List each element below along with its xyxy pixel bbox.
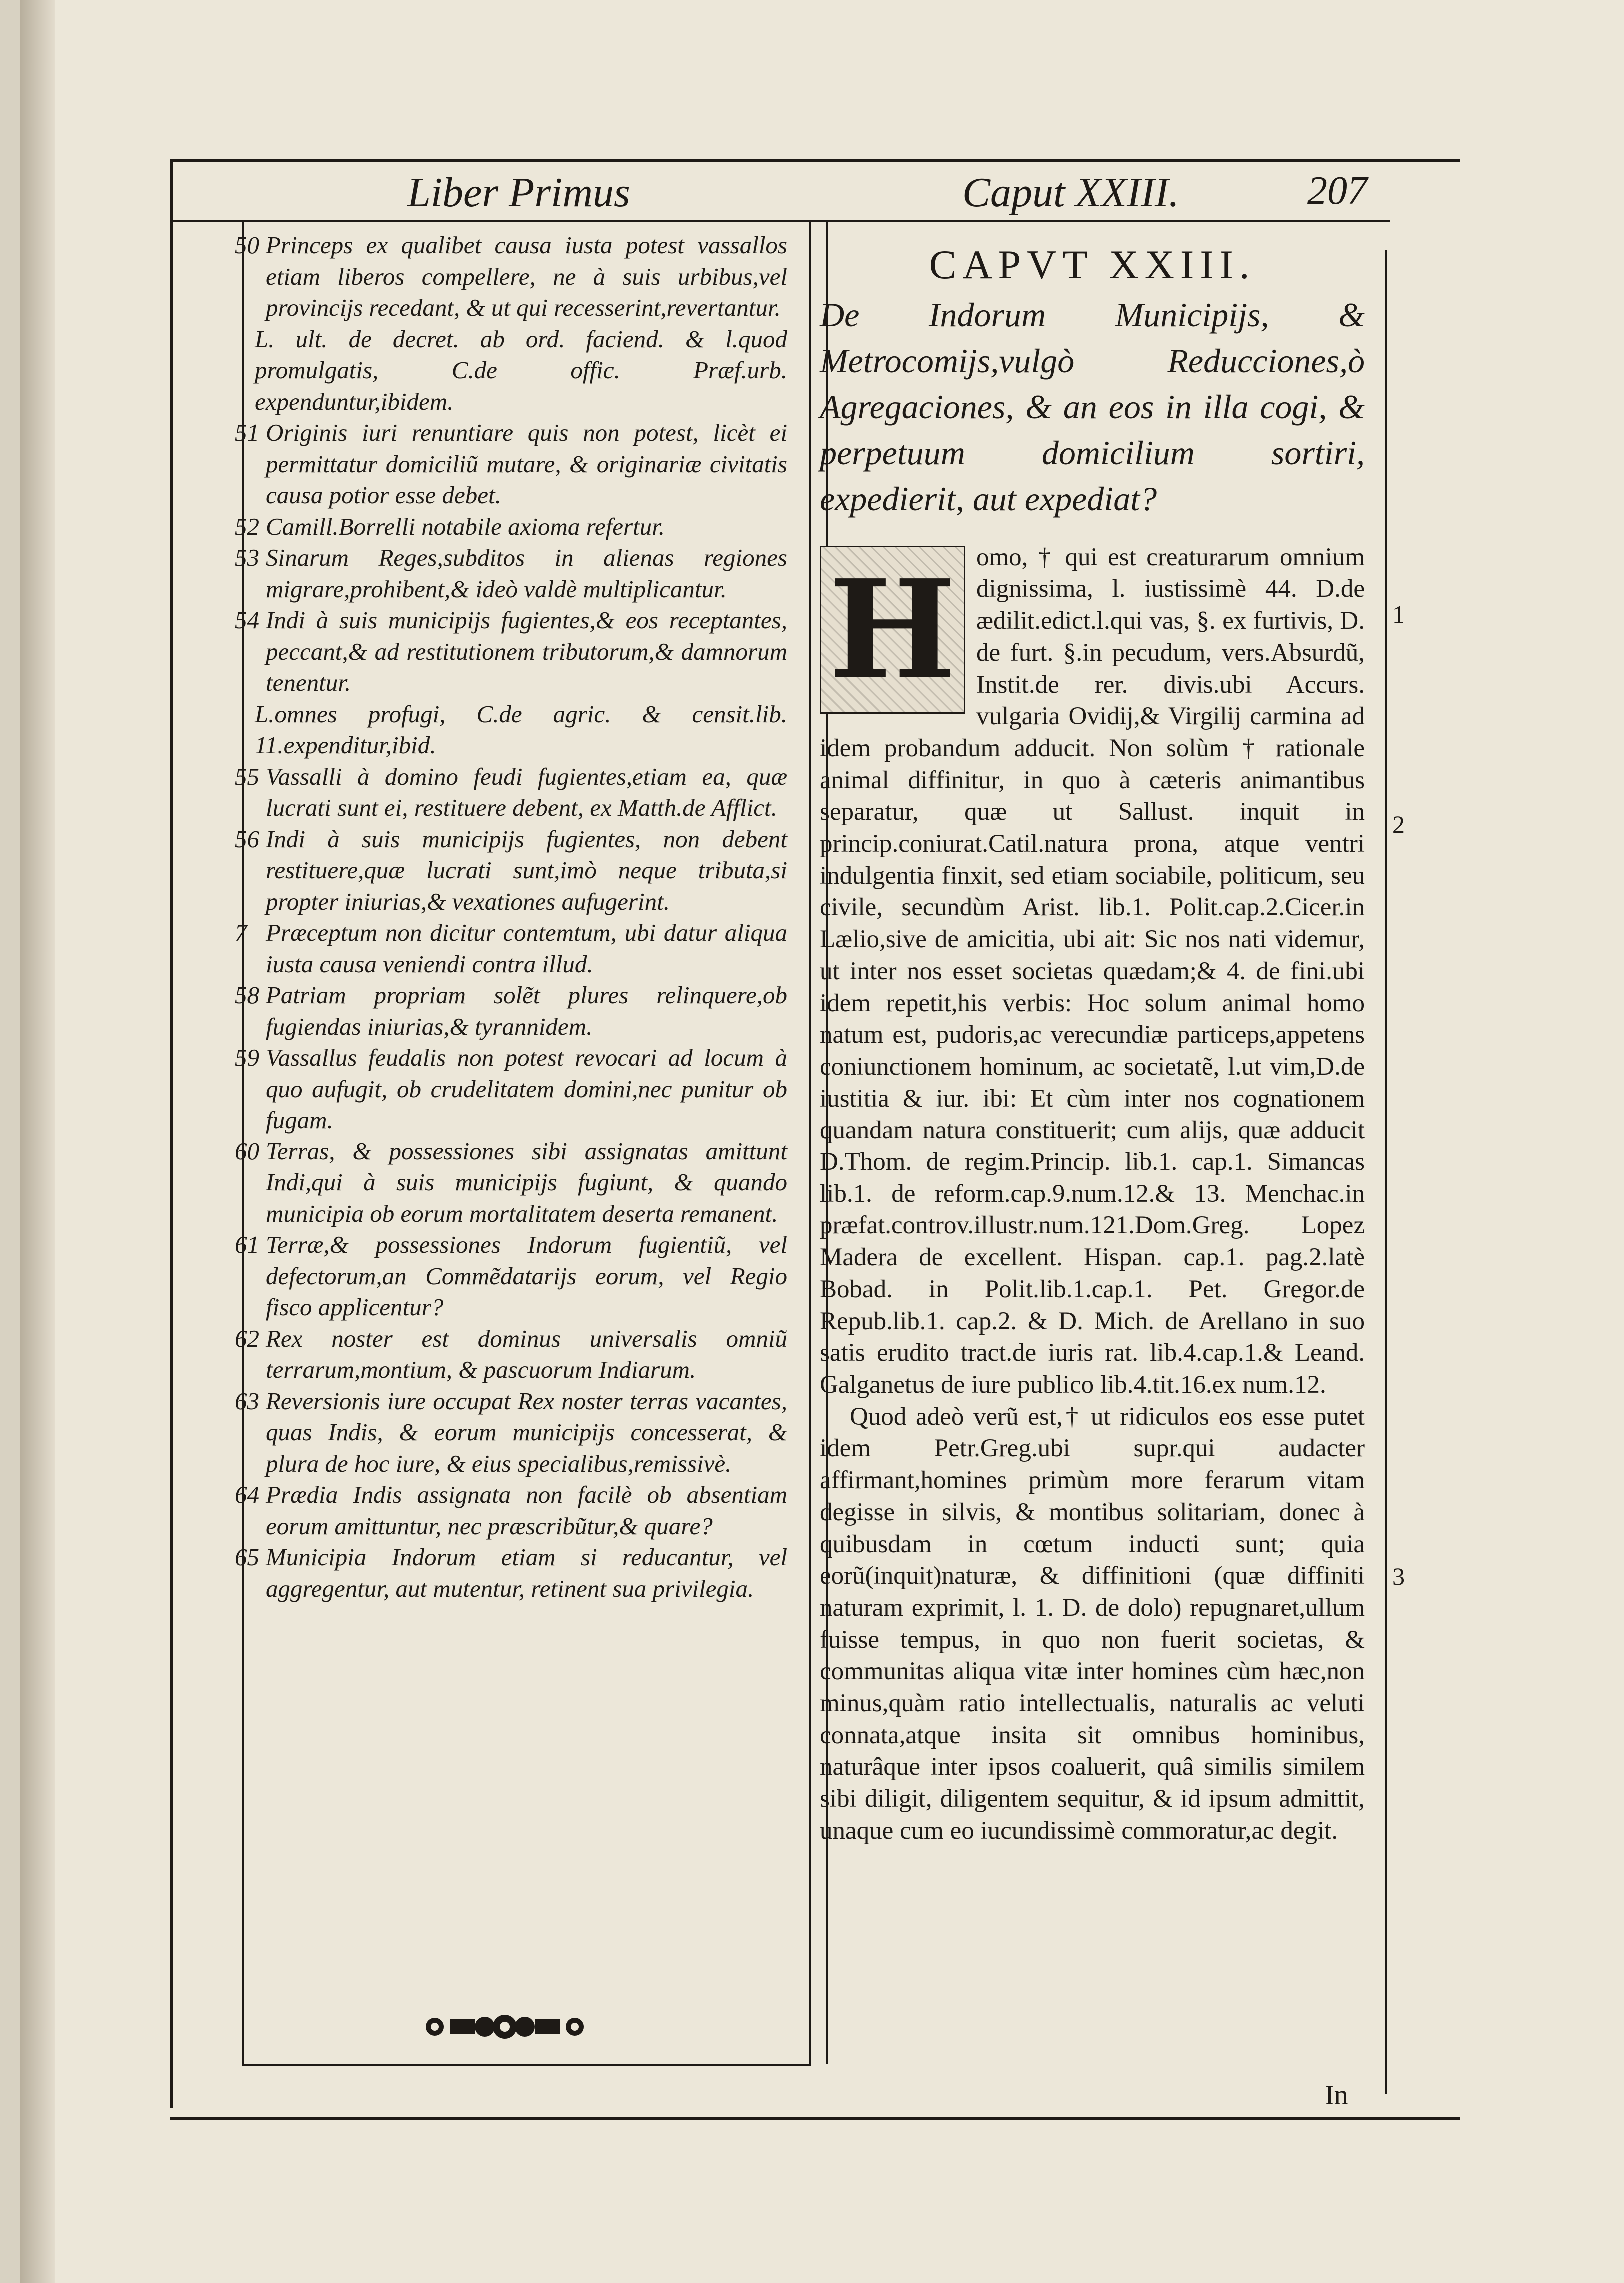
summary-item [235, 230, 787, 324]
summary-item [235, 417, 787, 511]
summary-item [235, 761, 787, 824]
summary-number: 65 [235, 1543, 259, 1571]
summary-number: 53 [235, 544, 259, 571]
summary-text: Præceptum non dicitur contemtum, ubi datur aliqua iusta causa veniendi contra illud. [266, 919, 787, 978]
summary-item [235, 511, 787, 543]
chapter-subtitle: De Indorum Municipijs, & Metrocomijs,vulgò Reducciones,ò Agregaciones, & an eos in illa cogi, & perpetuum domicilium sortiri, expedierit, aut expediat? [820, 295, 1365, 518]
summary-text: Terræ,& possessiones Indorum fugientiũ, vel defectorum,an Commẽdatarijs eorum, vel Regio fisco applicentur? [266, 1231, 787, 1321]
chapter-paragraph-2: Quod adeò verũ est,† ut ridiculos eos esse putet idem Petr.Greg.ubi supr.qui audacter affirmant,homines primùm more ferarum vitam degisse in silvis, & montibus solitariam, donec à quibusdam in cœtum inducti sunt; quia eorũ(inquit)naturæ, & diffinitioni (quæ diffiniti naturam exprimit, l. 1. D. de dolo) repugnaret,ullum fuisse tempus, in quo non fuerit societas, & communitas aliqua vitæ inter homines cùm hæc,non minus,quàm ratio intellectualis, naturalis ac veluti connata,atque insita sit omnibus hominibus, naturâque inter ipsos coaluerit, quâ similis similem sibi diligit, diligentem sequitur, & id ipsum admittit, unaque cum eo iucundissimè commoratur,ac degit. [820, 1402, 1365, 1845]
summary-text: Patriam propriam solẽt plures relinquere,ob fugiendas iniurias,& tyrannidem. [266, 981, 787, 1040]
catchword: In [1325, 2080, 1348, 2111]
summary-text: Princeps ex qualibet causa iusta potest vassallos etiam liberos compellere, ne à suis urbibus,vel provincijs recedant, & ut qui recesserint,revertantur. [266, 231, 787, 321]
summary-item [235, 1386, 787, 1480]
summary-column [235, 230, 787, 1604]
summary-item [235, 917, 787, 980]
summary-number: 59 [235, 1044, 259, 1071]
page-number: 207 [1307, 169, 1367, 213]
summary-text: Vassallus feudalis non potest revocari ad locum à quo aufugit, ob crudelitatem domini,nec punitur ob fugam. [266, 1044, 787, 1134]
summary-number: 61 [235, 1231, 259, 1258]
running-head-book: Liber Primus [407, 169, 630, 216]
summary-text: Sinarum Reges,subditos in alienas regiones migrare,prohibent,& ideò valdè multiplicantur. [266, 544, 787, 603]
summary-item [235, 1542, 787, 1604]
summary-text: Municipia Indorum etiam si reducantur, vel aggregentur, aut mutentur, retinent sua privilegia. [266, 1543, 787, 1602]
summary-number: 50 [235, 231, 259, 259]
running-head-chapter: Caput XXIII. [962, 169, 1179, 216]
summary-item [235, 1323, 787, 1386]
summary-item [235, 542, 787, 605]
fleuron-ornament [420, 2004, 590, 2049]
bottom-rule [170, 2117, 1460, 2120]
summary-item [235, 1479, 787, 1542]
drop-cap-letter: H [821, 547, 964, 712]
summary-text: Terras, & possessiones sibi assignatas amittunt Indi,qui à suis municipijs fugiunt, & quando municipia ob eorum mortalitatem deserta remanent. [266, 1137, 787, 1227]
margin-note-2: 2 [1392, 810, 1405, 838]
summary-text: Indi à suis municipijs fugientes,& eos receptantes, peccant,& ad restitutionem tributorum,& damnorum tenentur. [266, 606, 787, 696]
summary-number: 55 [235, 762, 259, 790]
chapter-paragraph-1: omo, † qui est creaturarum omnium dignissima, l. iustissimè 44. D.de ædilit.edict.l.qui vas, §. ex furtivis, D. de furt. §.in pecudum, vers.Absurdũ, Instit.de rer. divis.ubi Accurs. vulgaria Ovidij,& Virgilij carmina ad idem probandum adducit. Non solùm † rationale animal diffinitur, in quo à cæteris animantibus separatur, quæ ut Sallust. inquit in princip.coniurat.Catil.natura prona, atque ventri indulgentia finxit, sed etiam sociabile, politicum, seu civile, secundùm Arist. lib.1. Polit.cap.2.Cicer.in Lælio,sive de amicitia, ubi ait: Sic nos nati videmur, ut inter nos esset societas quædam;& 4. de fini.ubi idem repetit,his verbis: Hoc solum animal homo natum est, pudoris,ac verecundiæ particeps,appetens coniunctionem hominum, ac societatẽ, l.ut vim,D.de iustitia & iur. ibi: Et cùm inter nos cognationem quandam natura constituerit; cum alijs, quæ adducit D.Thom. de regim.Princip. lib.1. cap.1. Simancas lib.1. de reform.cap.9.num.12.& 13. Menchac.in præfat.controv.illustr.num.121.Dom.Greg. Lopez Madera de excellent. Hispan. cap.1. pag.2.latè Bobad. in Polit.lib.1.cap.1. Pet. Gregor.de Repub.lib.1. cap.2. & D. Mich. de Arellano in suo satis erudito tract.de iuris rat. lib.4.cap.1.& Leand. Galganetus de iure publico lib.4.tit.16.ex num.12. [820, 543, 1365, 1399]
summary-text: Vassalli à domino feudi fugientes,etiam ea, quæ lucrati sunt ei, restituere debent, ex Matth.de Afflict. [266, 762, 787, 821]
summary-item [235, 824, 787, 918]
summary-citation: L.omnes profugi, C.de agric. & censit.lib. 11.expenditur,ibid. [255, 700, 787, 759]
drop-cap-initial [820, 546, 965, 714]
summary-text: Reversionis iure occupat Rex noster terras vacantes, quas Indis, & eorum municipijs concesserat, & plura de hoc iure, & eius specialibus,remissivè. [266, 1387, 787, 1477]
chapter-title: CAPVT XXIII. [929, 242, 1256, 287]
right-frame-rule [1385, 250, 1387, 2094]
summary-citation: L. ult. de decret. ab ord. faciend. & l.quod promulgatis, C.de offic. Præf.urb. expenduntur,ibidem. [255, 325, 787, 415]
page-gutter-shadow [20, 0, 55, 2283]
summary-number: 52 [235, 512, 259, 540]
column-rule-left [809, 220, 811, 2064]
chapter-column [820, 230, 1365, 1847]
summary-number: 56 [235, 825, 259, 853]
summary-item [235, 605, 787, 699]
summary-number: 63 [235, 1387, 259, 1415]
summary-item [235, 980, 787, 1042]
summary-text: Camill.Borrelli notabile axioma refertur. [266, 512, 665, 540]
running-head [177, 161, 1372, 221]
summary-number: 7 [235, 919, 247, 946]
summary-number: 64 [235, 1481, 259, 1508]
summary-text: Indi à suis municipijs fugientes, non debent restituere,quæ lucrati sunt,imò neque tributa,si propter iniurias,& vexationes aufugerint. [266, 825, 787, 915]
left-frame-rule [170, 159, 173, 2108]
summary-text: Rex noster est dominus universalis omniũ terrarum,montium, & pascuorum Indiarum. [266, 1324, 787, 1383]
margin-note-3: 3 [1392, 1562, 1405, 1590]
summary-text: Prædia Indis assignata non facilè ob absentiam eorum amittuntur, nec præscribũtur,& quare? [266, 1481, 787, 1540]
summary-item [235, 1229, 787, 1323]
summary-item [235, 1136, 787, 1230]
summary-number: 51 [235, 419, 259, 446]
summary-number: 62 [235, 1324, 259, 1352]
summary-item [235, 1042, 787, 1136]
left-column-bottom-rule [242, 2064, 811, 2066]
summary-number: 54 [235, 606, 259, 634]
margin-note-1: 1 [1392, 600, 1405, 628]
summary-text: Originis iuri renuntiare quis non potest, licèt ei permittatur domiciliũ mutare, & originariæ civitatis causa potior esse debet. [266, 419, 787, 509]
summary-number: 58 [235, 981, 259, 1009]
summary-number: 60 [235, 1137, 259, 1165]
